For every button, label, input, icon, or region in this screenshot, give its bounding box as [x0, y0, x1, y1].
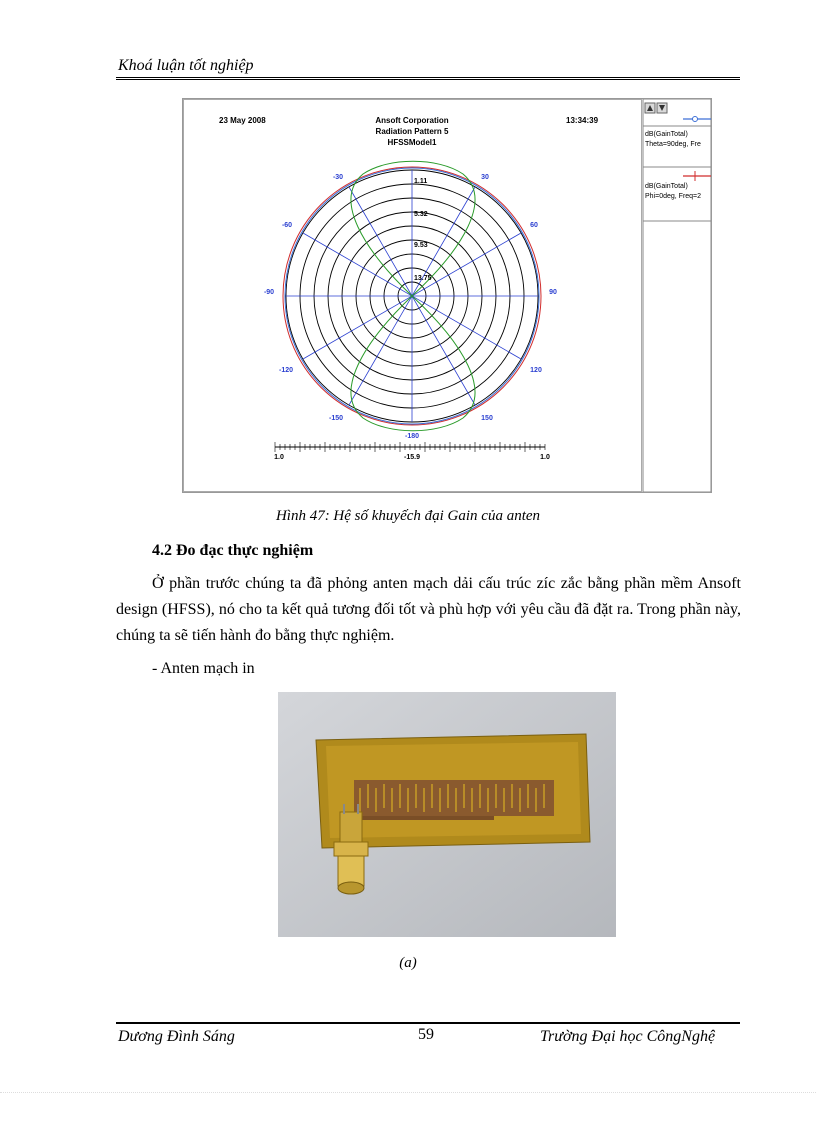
- section-heading: 4.2 Đo đạc thực nghiệm: [152, 542, 314, 559]
- legend-panel: [643, 99, 711, 492]
- footer-rule: [116, 1022, 740, 1024]
- angle-label-neg150: -150: [328, 415, 344, 422]
- legend-entry-2-label: dB(GainTotal): [645, 183, 688, 190]
- footer-school: Trường Đại học CôngNghệ: [540, 1028, 716, 1045]
- ring-label-3: 9.53: [414, 242, 428, 249]
- angle-label-neg30: -30: [332, 174, 344, 181]
- radiation-pattern-figure: [182, 98, 712, 493]
- ring-label-4: 13.75: [414, 275, 432, 282]
- legend-entry-1-sub: Theta=90deg, Fre: [645, 141, 701, 148]
- angle-label-90: 90: [549, 289, 557, 296]
- legend-entry-1-label: dB(GainTotal): [645, 131, 688, 138]
- figure-caption: Hình 47: Hệ số khuyếch đại Gain của anten: [275, 508, 541, 524]
- footer-author: Dương Đình Sáng: [118, 1028, 235, 1045]
- legend-marker-1: [693, 117, 698, 122]
- legend-entry-2-sub: Phi=0deg, Freq=2: [645, 193, 702, 200]
- ring-label-1: 1.11: [414, 178, 428, 185]
- plot-time: 13:34:39: [566, 116, 599, 125]
- angle-label-30: 30: [481, 174, 489, 181]
- plot-date: 23 May 2008: [219, 116, 266, 125]
- sma-connector-body: [340, 812, 362, 844]
- page-number: 59: [418, 1026, 434, 1043]
- ring-label-2: 5.32: [414, 211, 428, 218]
- plot-company: Ansoft Corporation: [375, 116, 449, 125]
- angle-label-60: 60: [530, 222, 538, 229]
- angle-label-neg90: -90: [263, 289, 275, 296]
- antenna-photo-svg: [278, 692, 616, 937]
- scale-label-center: -15.9: [404, 454, 420, 461]
- angle-label-neg60: -60: [281, 222, 293, 229]
- scale-label-right: 1.0: [540, 454, 550, 461]
- angle-label-150: 150: [481, 415, 493, 422]
- angle-label-neg120: -120: [278, 367, 294, 374]
- header-rule: [116, 77, 740, 80]
- page-edge-line: [0, 1092, 816, 1093]
- bullet-item: - Anten mạch in: [152, 660, 255, 677]
- scale-label-left: 1.0: [274, 454, 284, 461]
- running-header: Khoá luận tốt nghiệp: [118, 57, 254, 74]
- angle-label-180: -180: [404, 433, 420, 440]
- antenna-photo: [278, 692, 616, 937]
- body-paragraph: [116, 571, 741, 649]
- body-paragraph-text: Ở phần trước chúng ta đã phỏng anten mạch dải cấu trúc zíc zắc bằng phần mềm Ansoft design (HFSS), nó cho ta kết quả tương đối tốt và phù hợp với yêu cầu đã đặt ra. Trong phần này, chúng ta sẽ tiến hành đo bằng thực nghiệm.: [116, 575, 741, 644]
- plot-title: Radiation Pattern 5: [375, 127, 449, 136]
- radiation-pattern-svg: [183, 99, 711, 492]
- photo-caption: (a): [399, 955, 417, 971]
- plot-model: HFSSModel1: [387, 138, 437, 147]
- angle-label-120: 120: [530, 367, 542, 374]
